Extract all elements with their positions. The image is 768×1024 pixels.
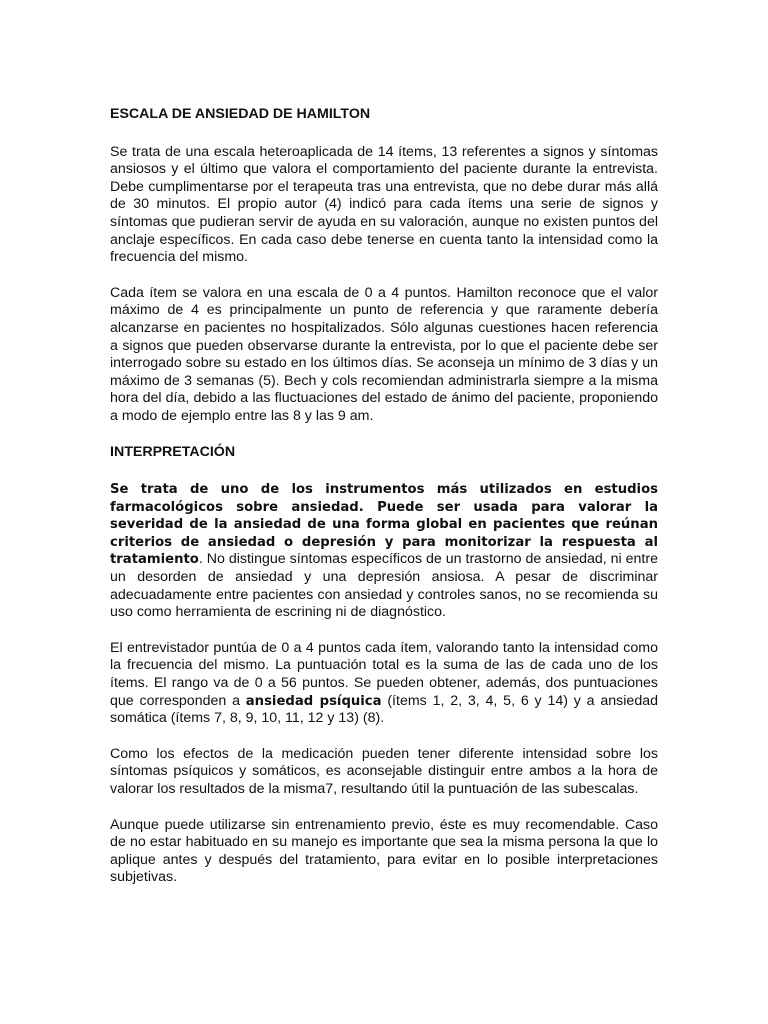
interpretation-text: . No distingue síntomas específicos de un trastorno de ansiedad, ni entre un desorden de ansiedad y una depresión ansiosa. A pesar de discriminar adecuadamente entre pacientes con ansiedad y controles sanos, no se recomienda su uso como herramienta de escrining ni de diagnóstico. [110, 551, 658, 621]
paragraph-scores [110, 640, 658, 728]
document-title: ESCALA DE ANSIEDAD DE HAMILTON [110, 106, 371, 122]
document-page [110, 106, 658, 905]
paragraph-medication: Como los efectos de la medicación pueden tener diferente intensidad sobre los síntomas psíquicos y somáticos, es aconsejable distinguir entre ambos a la hora de valorar los resultados de la misma7, resultando útil la puntuación de las subescalas. [110, 745, 658, 797]
section-heading-interpretation: INTERPRETACIÓN [110, 443, 236, 460]
paragraph-interpretation [110, 481, 658, 622]
paragraph-training: Aunque puede utilizarse sin entrenamiento previo, éste es muy recomendable. Caso de no estar habituado en su manejo es importante que sea la misma persona la que lo aplique antes y después del tratamiento, para evitar en lo posible interpretaciones subjetivas. [110, 816, 658, 886]
scores-bold-term: ansiedad psíquica [245, 693, 382, 709]
scores-text-end: (ítems 1, 2, 3, 4, 5, 6 y 14) y a ansiedad somática (ítems 7, 8, 9, 10, 11, 12 y 13) (8). [110, 692, 658, 727]
paragraph-scoring: Cada ítem se valora en una escala de 0 a 4 puntos. Hamilton reconoce que el valor máximo de 4 es principalmente un punto de referencia y que raramente debería alcanzarse en pacientes no hospitalizados. Sólo algunas cuestiones hacen referencia a signos que pueden observarse durante la entrevista, por lo que el paciente debe ser interrogado sobre su estado en los últimos días. Se aconseja un mínimo de 3 días y un máximo de 3 semanas (5). Bech y cols recomiendan administrarla siempre a la misma hora del día, debido a las fluctuaciones del estado de ánimo del paciente, proponiendo a modo de ejemplo entre las 8 y las 9 am. [110, 284, 658, 424]
interpretation-bold-text: Se trata de uno de los instrumentos más utilizados en estudios farmacológicos sobre ansiedad. Puede ser usada para valorar la severidad de la ansiedad de una forma global en pacientes que reúnan criterios de ansiedad o depresión y para monitorizar la respuesta al tratamiento [110, 482, 658, 568]
paragraph-description: Se trata de una escala heteroaplicada de 14 ítems, 13 referentes a signos y síntomas ansiosos y el último que valora el comportamiento del paciente durante la entrevista. Debe cumplimentarse por el terapeuta tras una entrevista, que no debe durar más allá de 30 minutos. El propio autor (4) indicó para cada ítems una serie de signos y síntomas que pudieran servir de ayuda en su valoración, aunque no existen puntos del anclaje específicos. En cada caso debe tenerse en cuenta tanto la intensidad como la frecuencia del mismo. [110, 143, 658, 266]
scores-text-start: El entrevistador puntúa de 0 a 4 puntos cada ítem, valorando tanto la intensidad como la frecuencia del mismo. La puntuación total es la suma de las de cada uno de los ítems. El rango va de 0 a 56 puntos. Se pueden obtener, además, dos puntuaciones que corresponden a [110, 639, 658, 709]
